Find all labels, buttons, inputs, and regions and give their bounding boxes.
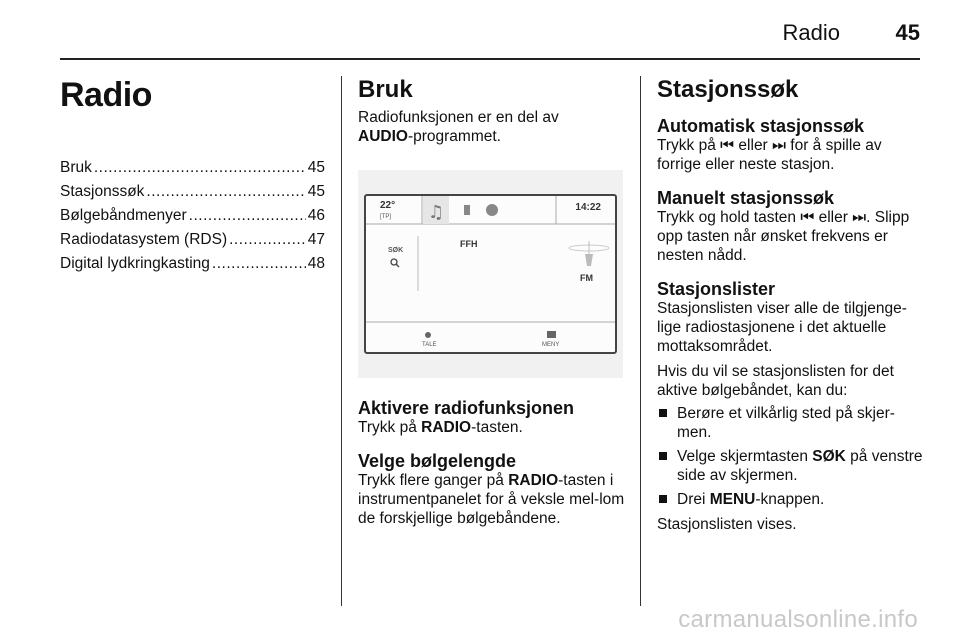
svg-text:♫: ♫ — [428, 202, 445, 223]
toc-entry[interactable] — [60, 159, 325, 183]
manual-paragraph: Trykk og hold tasten ⏮ eller ⏭. Slipp opp tasten når ønsket frekvens er nesten nådd. — [657, 209, 910, 264]
list-item: Drei MENU-knappen. — [657, 490, 925, 509]
header-rule — [60, 58, 920, 60]
column-divider-1 — [341, 76, 342, 606]
screen-graphics — [366, 196, 615, 352]
watermark: carmanualsonline.info — [678, 606, 918, 633]
toc-entry-label: Stasjonssøk — [60, 183, 145, 200]
toc-entry[interactable] — [60, 183, 325, 207]
radio-screen-illustration — [358, 170, 623, 378]
intro-paragraph: Radiofunksjonen er en del av AUDIO-programmet. — [358, 109, 559, 145]
toc-entry-page: 46 — [307, 207, 325, 224]
toc-entry-page: 45 — [307, 183, 325, 200]
section-station-lists — [657, 279, 925, 534]
section-heading-bruk: Bruk — [358, 76, 413, 103]
subheading-manual: Manuelt stasjonssøk — [657, 188, 835, 208]
activate-paragraph: Trykk på RADIO-tasten. — [358, 419, 523, 436]
radio-screen — [364, 194, 617, 354]
toc-leader-dots — [212, 255, 306, 273]
section-auto-search — [657, 116, 925, 174]
screen-menu-button[interactable]: MENY — [542, 342, 560, 348]
seek-back-icon: ⏮ — [720, 137, 735, 154]
band-paragraph: Trykk flere ganger på RADIO-tasten i instrumentpanelet for å veksle mel-lom de forskjellige bølgebåndene. — [358, 472, 625, 527]
toc-entry-label: Digital lydkringkasting — [60, 255, 210, 272]
screen-time: 14:22 — [575, 202, 601, 213]
screen-station-name: FFH — [460, 239, 478, 249]
toc-entry-label: Bølgebåndmenyer — [60, 207, 187, 224]
screen-tp: [TP] — [380, 214, 392, 220]
lists-paragraph-2: Hvis du vil se stasjonslisten for det aktive bølgebåndet, kan du: — [657, 363, 894, 399]
screen-band-indicator[interactable]: FM — [580, 273, 593, 283]
list-item: Berøre et vilkårlig sted på skjer-men. — [657, 404, 925, 442]
search-column — [657, 76, 925, 534]
toc-entry[interactable] — [60, 255, 325, 279]
toc-leader-dots — [229, 231, 306, 249]
subheading-lists: Stasjonslister — [657, 279, 776, 299]
subheading-activate: Aktivere radiofunksjonen — [358, 398, 575, 418]
toc-list — [60, 159, 325, 279]
section-heading-stasjonssok: Stasjonssøk — [657, 76, 799, 103]
page-number: 45 — [895, 20, 920, 45]
subheading-auto: Automatisk stasjonssøk — [657, 116, 865, 136]
lists-options — [657, 404, 925, 509]
toc-entry-page: 47 — [307, 231, 325, 248]
toc-entry[interactable] — [60, 231, 325, 255]
section-select-band — [358, 451, 626, 528]
toc-entry-label: Radiodatasystem (RDS) — [60, 231, 228, 248]
seek-forward-icon: ⏭ — [852, 209, 867, 226]
seek-forward-icon: ⏭ — [772, 137, 786, 154]
section-activate-radio — [358, 398, 626, 437]
lists-paragraph-3: Stasjonslisten vises. — [657, 516, 797, 533]
section-manual-search — [657, 188, 925, 265]
toc-entry[interactable] — [60, 207, 325, 231]
toc-entry-page: 45 — [307, 159, 325, 176]
chapter-title: Radio — [60, 76, 152, 114]
screen-temperature: 22° — [380, 200, 396, 211]
toc-leader-dots — [189, 207, 306, 225]
list-item: Velge skjermtasten SØK på venstre side av skjermen. — [657, 447, 925, 485]
subheading-band: Velge bølgelengde — [358, 451, 517, 471]
toc-entry-label: Bruk — [60, 159, 92, 176]
toc-leader-dots — [94, 159, 306, 177]
screen-tale-button[interactable]: TALE — [422, 342, 437, 348]
screen-search-button[interactable]: SØK — [388, 247, 404, 254]
toc-leader-dots — [146, 183, 305, 201]
usage-column — [358, 76, 626, 542]
toc-entry-page: 48 — [307, 255, 325, 272]
auto-paragraph: Trykk på ⏮ eller ⏭ for å spille av forrige eller neste stasjon. — [657, 137, 882, 173]
toc-column — [60, 76, 325, 279]
column-divider-2 — [640, 76, 641, 606]
seek-back-icon: ⏮ — [800, 209, 815, 226]
header-title: Radio — [782, 20, 840, 45]
lists-paragraph-1: Stasjonslisten viser alle de tilgjenge-lige radiostasjonene i det aktuelle mottaksområdet. — [657, 300, 907, 355]
